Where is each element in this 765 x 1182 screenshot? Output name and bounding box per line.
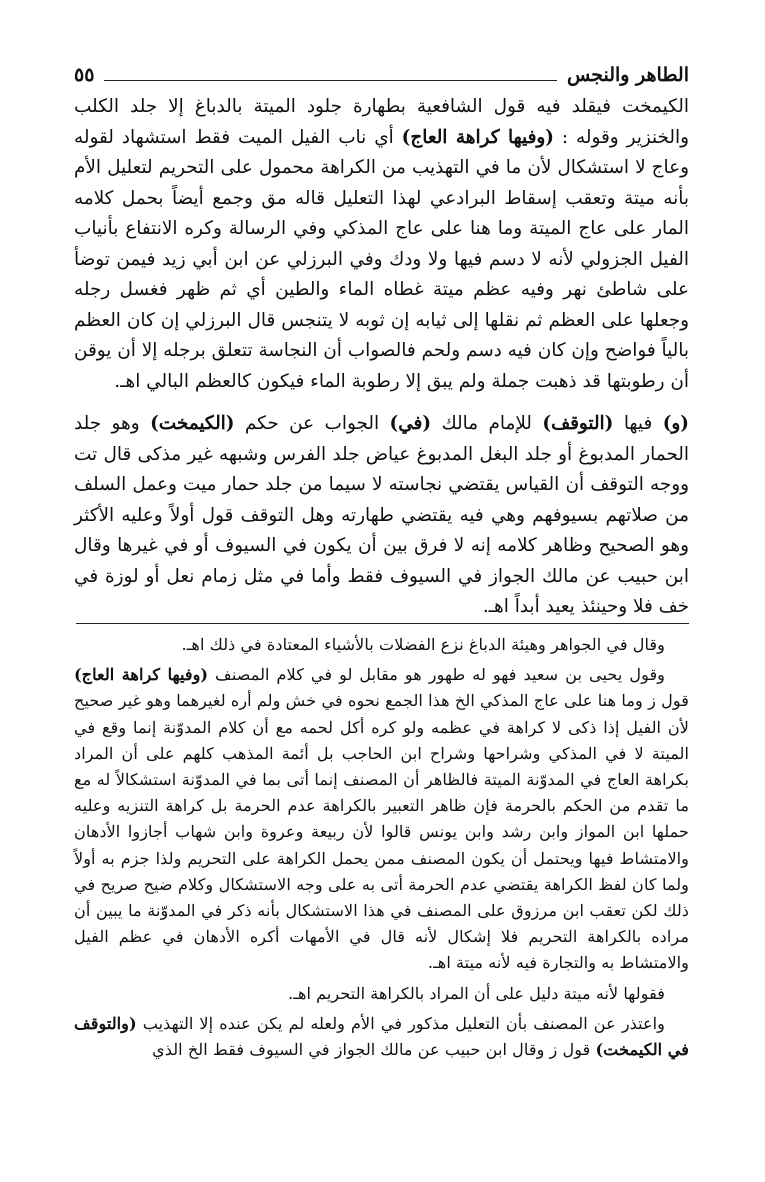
bold-citation: (التوقف) <box>542 413 614 434</box>
text-run: الجواب عن حكم <box>234 413 390 434</box>
bold-citation: (والتوقف في الكيمخت) <box>74 1013 689 1060</box>
page-header <box>74 56 689 86</box>
main-paragraph-2 <box>74 409 689 623</box>
bold-citation: (في) <box>389 413 432 434</box>
footnote-1: وقال في الجواهر وهيئة الدباغ نزع الفضلات بالأشياء المعتادة في ذلك اهـ. <box>181 635 665 654</box>
text-run: قول ز وما هنا على عاج المذكي الخ هذا الجمع نحوه في خش ولم أره لغيرهما وهو غير صحيح لأن الفيل إذا ذكى لا كراهة في عظمه ولو كره أكل لحمه مع أن كلام المدوّنة إنما وقع في الميتة لا في المذكي وشراحها وشراح ابن الحاجب بل أئمة المذهب كلهم على أن المراد بكراهة العاج في المدوّنة الميتة فالظاهر أن المصنف إنما أتى بما في المدوّنة استشكالاً له مع ما تقدم من الحكم بالحرمة فإن ظاهر التعبير بالكراهة عدم الحرمة بل كراهة التنزيه وعليه حملها ابن المواز وابن رشد وابن يونس قالوا لأن ربيعة وعروة وابن شهاب أجازوا الأدهان والامتشاط فيها ويحتمل أن يكون المصنف ممن يحمل الكراهة على التحريم ولذا جزم به أولاً ولما كان لفظ الكراهة يقتضي عدم الحرمة أتى به على وجه الاستشكال وكلام ضيح صريح في ذلك لكن تعقب ابن مرزوق على المصنف في هذا الاستشكال بأنه ذكر في المدوّنة ما يبين أن مراده بالكراهة التحريم فلا إشكال لأنه قال في الأمهات أكره الأدهان في عظم الفيل والامتشاط به والتجارة فيه لأنه ميتة اهـ. <box>74 691 689 973</box>
header-rule <box>104 80 557 81</box>
footnotes <box>74 632 689 1063</box>
bold-citation: (وفيها كراهة العاج) <box>74 665 209 685</box>
text-run: للإمام مالك <box>431 413 543 434</box>
footnote-2 <box>74 662 689 976</box>
footnote-4 <box>74 1011 689 1063</box>
text-run: وقول يحيى بن سعيد فهو له طهور هو مقابل لو في كلام المصنف <box>208 665 665 685</box>
main-paragraph-1 <box>74 92 689 397</box>
text-run: واعتذر عن المصنف بأن التعليل مذكور في الأم ولعله لم يكن عنده إلا التهذيب <box>136 1013 665 1033</box>
text-run: الكيمخت فيقلد فيه قول الشافعية بطهارة جلود الميتة بالدباغ إلا جلد الكلب والخنزير وقوله : <box>74 96 689 148</box>
text-run: فيها <box>613 413 663 434</box>
text-run: وهو جلد الحمار المدبوغ أو جلد البغل المدبوغ عياض جلد الفرس وشبهه غير مذكى قال تت ووجه التوقف أن القياس يقتضي نجاسته لا سيما من جلد حمار ميت وعمل السلف من صلاتهم بسيوفهم وهي فيه يقتضي طهارته وهل التوقف قول أولاً وعليه الأكثر وهو الصحيح وظاهر كلامه إنه لا فرق بين أن يكون في السيوف أو في غيرها وقال ابن حبيب عن مالك الجواز في السيوف فقط وأما في مثل زمام نعل أو لوزة في خف فلا وحينئذ يعيد أبداً اهـ. <box>74 413 689 617</box>
running-title: الطاهر والنجس <box>566 64 689 86</box>
text-run: أي ناب الفيل الميت فقط استشهاد لقوله وعاج لا استشكال لأن ما في التهذيب من الكراهة محمول على التحريم لتعليل الأم بأنه ميتة وتعقب إسقاط البرادعي لهذا التعليل قاله مق وجمع أيضاً بحمل كلامه المار على عاج الميتة وما هنا على عاج المذكي وفي الرسالة وكره الانتفاع بأنياب الفيل الجزولي لأنه لا دسم فيها ولا ودك وفي البرزلي عن ابن أبي زيد فيمن توضأ على شاطئ نهر وفيه عظم ميتة غطاه الماء والطين أي ثم ظهر فغسل رجله وجعلها على العظم ثم نقلها إلى ثيابه إن ثوبه لا يتنجس قال البرزلي إن كان العظم بالياً فواضح وإن كان فيه دسم ولحم فالصواب أن النجاسة تتعلق برجله إلا أن يوقن أن رطوبتها قد ذهبت جملة ولم يبق إلا رطوبة الماء فيكون كالعظم البالي اهـ. <box>74 126 689 392</box>
bold-citation: (و) <box>662 413 689 434</box>
text-run: قول ز وقال ابن حبيب عن مالك الجواز في السيوف فقط الخ الذي <box>152 1040 596 1060</box>
bold-citation: (وفيها كراهة العاج) <box>401 126 554 148</box>
footnote-3: فقولها لأنه ميتة دليل على أن المراد بالكراهة التحريم اهـ. <box>288 983 665 1003</box>
bold-citation: (الكيمخت) <box>150 413 235 434</box>
footnote-separator <box>76 623 689 624</box>
page-number: ٥٥ <box>74 64 95 86</box>
main-text <box>74 92 689 623</box>
